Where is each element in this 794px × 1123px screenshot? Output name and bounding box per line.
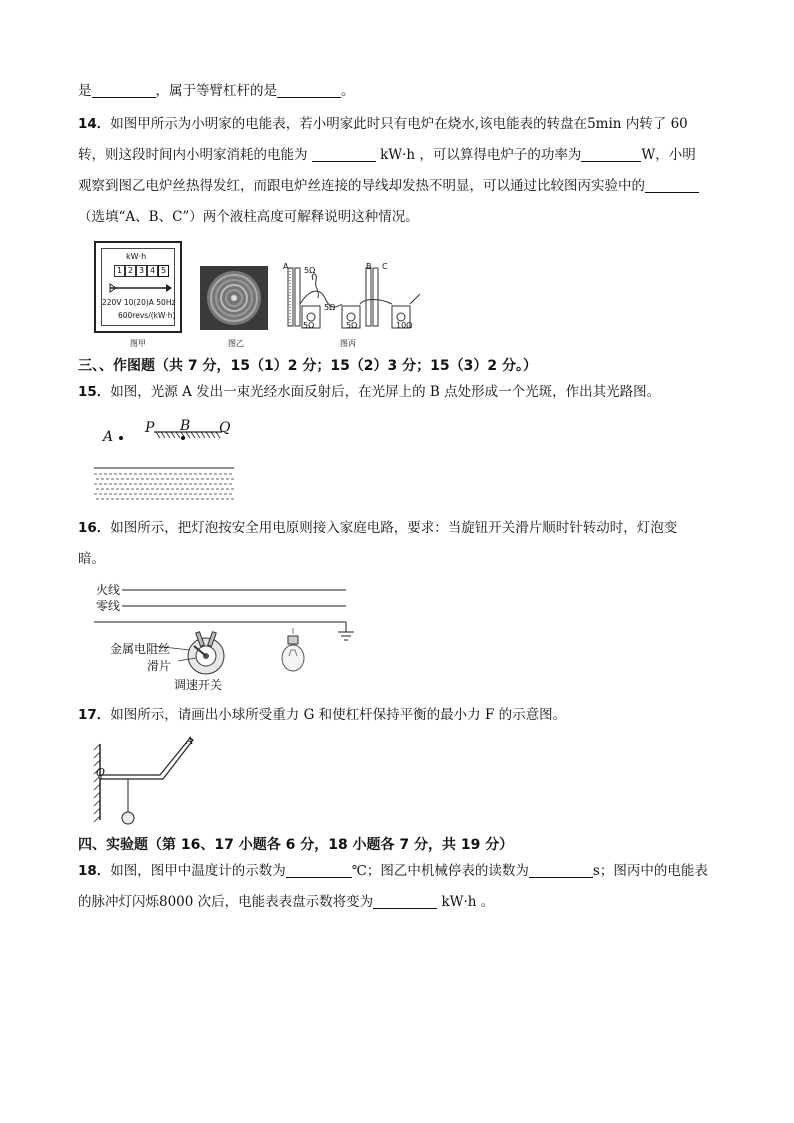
- meter-digit: 4: [147, 265, 158, 277]
- neutral-wire-label: 零线: [96, 599, 121, 613]
- q18-text-2b: kW·h 。: [437, 894, 495, 910]
- q16-text-2: 暗。: [78, 551, 105, 567]
- point-p-label: P: [145, 420, 155, 436]
- q13-text-mid: ，属于等臂杠杆的是: [155, 83, 277, 99]
- tube-label-a: A: [283, 262, 289, 271]
- section-3-heading: 三、、作图题（共 7 分，15（1）2 分；15（2）3 分；15（3）2 分。）: [78, 358, 538, 374]
- q14-blank-energy[interactable]: [312, 147, 376, 162]
- live-wire-label: 火线: [96, 583, 121, 597]
- q14-line-1: [78, 115, 688, 133]
- point-a-lever-label: A: [186, 736, 194, 747]
- resistor-label: 5Ω: [304, 266, 316, 275]
- q13-tail-line: [78, 82, 355, 100]
- meter-digits: [114, 265, 169, 277]
- resistor-label: 10Ω: [396, 321, 413, 330]
- q14-text-4: （选填“A、B、C”）两个液柱高度可解释说明这种情况。: [78, 209, 419, 225]
- q14-line-2: [78, 146, 696, 164]
- speed-switch-label: 调速开关: [174, 678, 223, 692]
- q14-number: 14．: [78, 116, 111, 132]
- q18-number: 18．: [78, 863, 111, 879]
- q14-blank-columns[interactable]: [645, 178, 699, 193]
- meter-digit: 5: [158, 265, 169, 277]
- q18-line-2: [78, 893, 494, 911]
- q14-line-4: [78, 208, 419, 226]
- q17-text: 如图所示，请画出小球所受重力 G 和使杠杆保持平衡的最小力 F 的示意图。: [110, 707, 567, 723]
- point-b-label: B: [180, 418, 191, 434]
- point-a-label: A: [103, 429, 114, 445]
- q15-text: 如图，光源 A 发出一束光经水面反射后，在光屏上的 B 点处形成一个光斑，作出其光路图。: [110, 384, 661, 400]
- section-4-heading: 四、实验题（第 16、17 小题各 6 分，18 小题各 7 分，共 19 分）: [78, 837, 514, 853]
- meter-digit: 1: [114, 265, 125, 277]
- resistance-wire-label: 金属电阻丝: [110, 642, 171, 656]
- q18-text-1a: 如图，图甲中温度计的示数为: [110, 863, 286, 879]
- resistor-label: 5Ω: [303, 321, 315, 330]
- resistor-label: 5Ω: [346, 321, 358, 330]
- q18-line-1: [78, 862, 708, 880]
- stove-coil-drawing: [200, 266, 268, 330]
- q18-text-1c: s；图丙中的电能表: [592, 863, 708, 879]
- q18-blank-temperature[interactable]: [286, 863, 352, 878]
- q16-text-1: 如图所示，把灯泡按安全用电原则接入家庭电路，要求：当旋钮开关滑片顺时针转动时，灯泡变: [110, 520, 678, 536]
- q13-blank-2[interactable]: [277, 83, 341, 98]
- tube-label-b: B: [366, 262, 372, 271]
- q16-number: 16．: [78, 520, 111, 536]
- q14-line-3: [78, 177, 699, 195]
- caption-fig-a: 图甲: [130, 339, 146, 348]
- q14-text-1: 如图甲所示为小明家的电能表，若小明家此时只有电炉在烧水,该电能表的转盘在5min 内转了 60: [110, 116, 688, 132]
- meter-spec-2: 600revs/(kW·h): [118, 311, 176, 320]
- meter-digit: 3: [136, 265, 147, 277]
- q14-text-3: 观察到图乙电炉丝热得发红，而跟电炉丝连接的导线却发热不明显，可以通过比较图丙实验中的: [78, 178, 645, 194]
- reflection-figure: [94, 418, 239, 504]
- meter-unit: kW·h: [126, 252, 147, 261]
- q14-blank-power[interactable]: [581, 147, 641, 162]
- q18-text-2a: 的脉冲灯闪烁8000 次后，电能表表盘示数将变为: [78, 894, 374, 910]
- slider-label: 滑片: [147, 659, 172, 673]
- q16-line-1: [78, 519, 677, 537]
- q18-blank-stopwatch[interactable]: [529, 863, 593, 878]
- q18-blank-meter[interactable]: [373, 894, 437, 909]
- q14-text-2b: kW·h ，可以算得电炉子的功率为: [375, 147, 582, 163]
- meter-spec-1: 220V 10(20)A 50Hz: [102, 298, 176, 307]
- q13-text-end: 。: [341, 83, 355, 99]
- meter-digit: 2: [125, 265, 136, 277]
- stove-photo: [200, 266, 268, 330]
- resistor-label: 5Ω: [324, 303, 336, 312]
- q13-text-pre: 是: [78, 83, 92, 99]
- household-circuit-figure: [94, 584, 364, 686]
- pivot-o-label: O: [96, 766, 106, 779]
- meter-disk-arrow: [106, 281, 172, 295]
- caption-fig-b: 图乙: [228, 339, 244, 348]
- q17-number: 17．: [78, 707, 111, 723]
- tube-label-c: C: [382, 262, 388, 271]
- caption-fig-c: 图丙: [340, 339, 356, 348]
- q15-line: [78, 383, 660, 401]
- q14-text-2c: W，小明: [641, 147, 696, 163]
- q18-text-1b: ℃；图乙中机械停表的读数为: [351, 863, 529, 879]
- q17-line: [78, 706, 566, 724]
- point-q-label: Q: [219, 420, 231, 436]
- q14-text-2a: 转，则这段时间内小明家消耗的电能为: [78, 147, 312, 163]
- q13-blank-1[interactable]: [92, 83, 156, 98]
- q15-number: 15．: [78, 384, 111, 400]
- meter-figure: [94, 241, 182, 333]
